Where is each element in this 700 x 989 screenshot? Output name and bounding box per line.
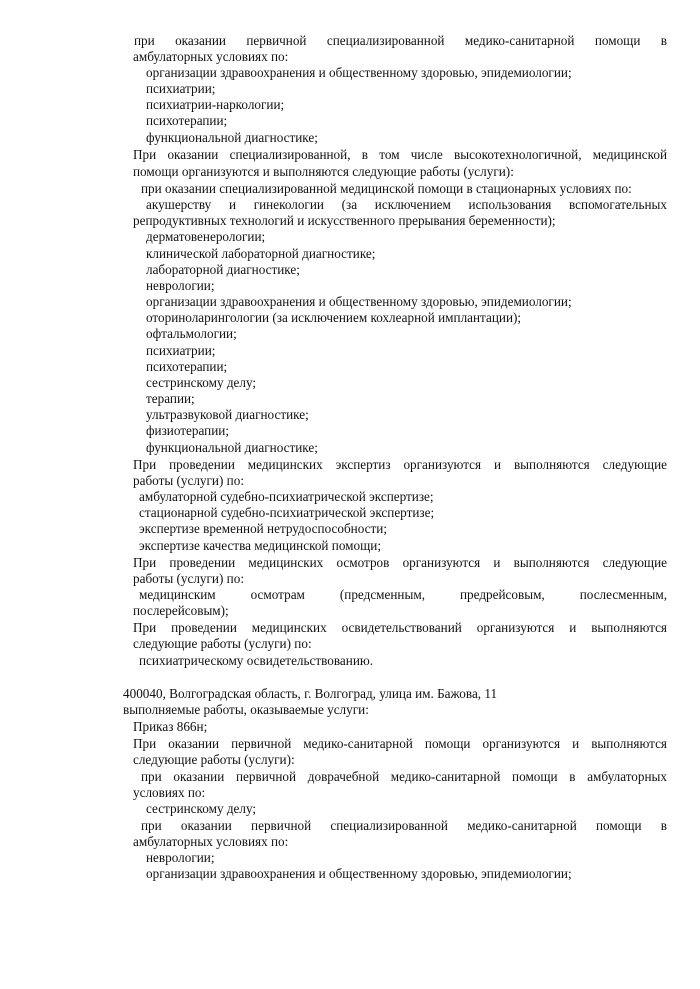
- text-line: при оказании специализированной медицинской помощи в стационарных условиях по:: [141, 181, 632, 196]
- text-line: при оказании первичной специализированной медико-санитарной помощи в: [134, 33, 667, 48]
- text-line: ультразвуковой диагностике;: [146, 407, 309, 422]
- text-line: При проведении медицинских освидетельствований организуются и выполняются: [133, 620, 667, 635]
- text-line: психиатрии;: [146, 81, 216, 96]
- text-line: организации здравоохранения и общественному здоровью, эпидемиологии;: [146, 866, 572, 881]
- text-line: организации здравоохранения и общественному здоровью, эпидемиологии;: [146, 294, 572, 309]
- text-line: при оказании первичной специализированной медико-санитарной помощи в: [141, 818, 667, 833]
- text-line: условиях по:: [133, 785, 206, 800]
- text-line: При оказании первичной медико-санитарной помощи организуются и выполняются: [133, 736, 667, 751]
- text-line: послерейсовым);: [133, 603, 229, 618]
- text-line: работы (услуги) по:: [133, 473, 244, 488]
- address-line: 400040, Волгоградская область, г. Волгоград, улица им. Бажова, 11: [123, 686, 498, 701]
- text-line: помощи организуются и выполняются следующие работы (услуги):: [133, 164, 514, 179]
- text-line: следующие работы (услуги):: [133, 752, 295, 767]
- text-line: психиатрии-наркологии;: [146, 97, 285, 112]
- text-line: психиатрии;: [146, 343, 216, 358]
- text-line: дерматовенерологии;: [146, 229, 266, 244]
- text-line: репродуктивных технологий и искусственного прерывания беременности);: [133, 213, 556, 228]
- text-line: организации здравоохранения и общественному здоровью, эпидемиологии;: [146, 65, 572, 80]
- text-line: сестринскому делу;: [146, 801, 257, 816]
- text-line: акушерству и гинекологии (за исключением использования вспомогательных: [146, 197, 667, 212]
- text-line: психотерапии;: [146, 359, 228, 374]
- text-line: клинической лабораторной диагностике;: [146, 246, 376, 261]
- text-line: следующие работы (услуги) по:: [133, 636, 312, 651]
- text-line: медицинским осмотрам (предсменным, предрейсовым, послесменным,: [139, 587, 667, 602]
- text-line: При проведении медицинских экспертиз организуются и выполняются следующие: [133, 457, 667, 472]
- text-line: функциональной диагностике;: [146, 130, 318, 145]
- text-line: При оказании специализированной, в том числе высокотехнологичной, медицинской: [133, 147, 667, 162]
- text-line: амбулаторных условиях по:: [133, 49, 289, 64]
- text-line: экспертизе временной нетрудоспособности;: [139, 521, 387, 536]
- text-line: функциональной диагностике;: [146, 440, 318, 455]
- text-line: оториноларингологии (за исключением кохлеарной имплантации);: [146, 310, 522, 325]
- text-line: работы (услуги) по:: [133, 571, 244, 586]
- text-line: экспертизе качества медицинской помощи;: [139, 538, 381, 553]
- text-line: неврологии;: [146, 278, 215, 293]
- text-line: сестринскому делу;: [146, 375, 257, 390]
- text-line: амбулаторной судебно-психиатрической экспертизе;: [139, 489, 434, 504]
- text-line: амбулаторных условиях по:: [133, 834, 289, 849]
- text-line: При проведении медицинских осмотров организуются и выполняются следующие: [133, 555, 667, 570]
- text-line: при оказании первичной доврачебной медико-санитарной помощи в амбулаторных: [141, 769, 667, 784]
- text-line: стационарной судебно-психиатрической экспертизе;: [139, 505, 435, 520]
- text-line: неврологии;: [146, 850, 215, 865]
- text-line: офтальмологии;: [146, 326, 237, 341]
- text-line: психотерапии;: [146, 113, 228, 128]
- text-line: выполняемые работы, оказываемые услуги:: [123, 702, 369, 717]
- text-line: Приказ 866н;: [133, 719, 208, 734]
- text-line: лабораторной диагностике;: [146, 262, 300, 277]
- text-line: психиатрическому освидетельствованию.: [139, 653, 374, 668]
- text-line: физиотерапии;: [146, 423, 230, 438]
- text-line: терапии;: [146, 391, 195, 406]
